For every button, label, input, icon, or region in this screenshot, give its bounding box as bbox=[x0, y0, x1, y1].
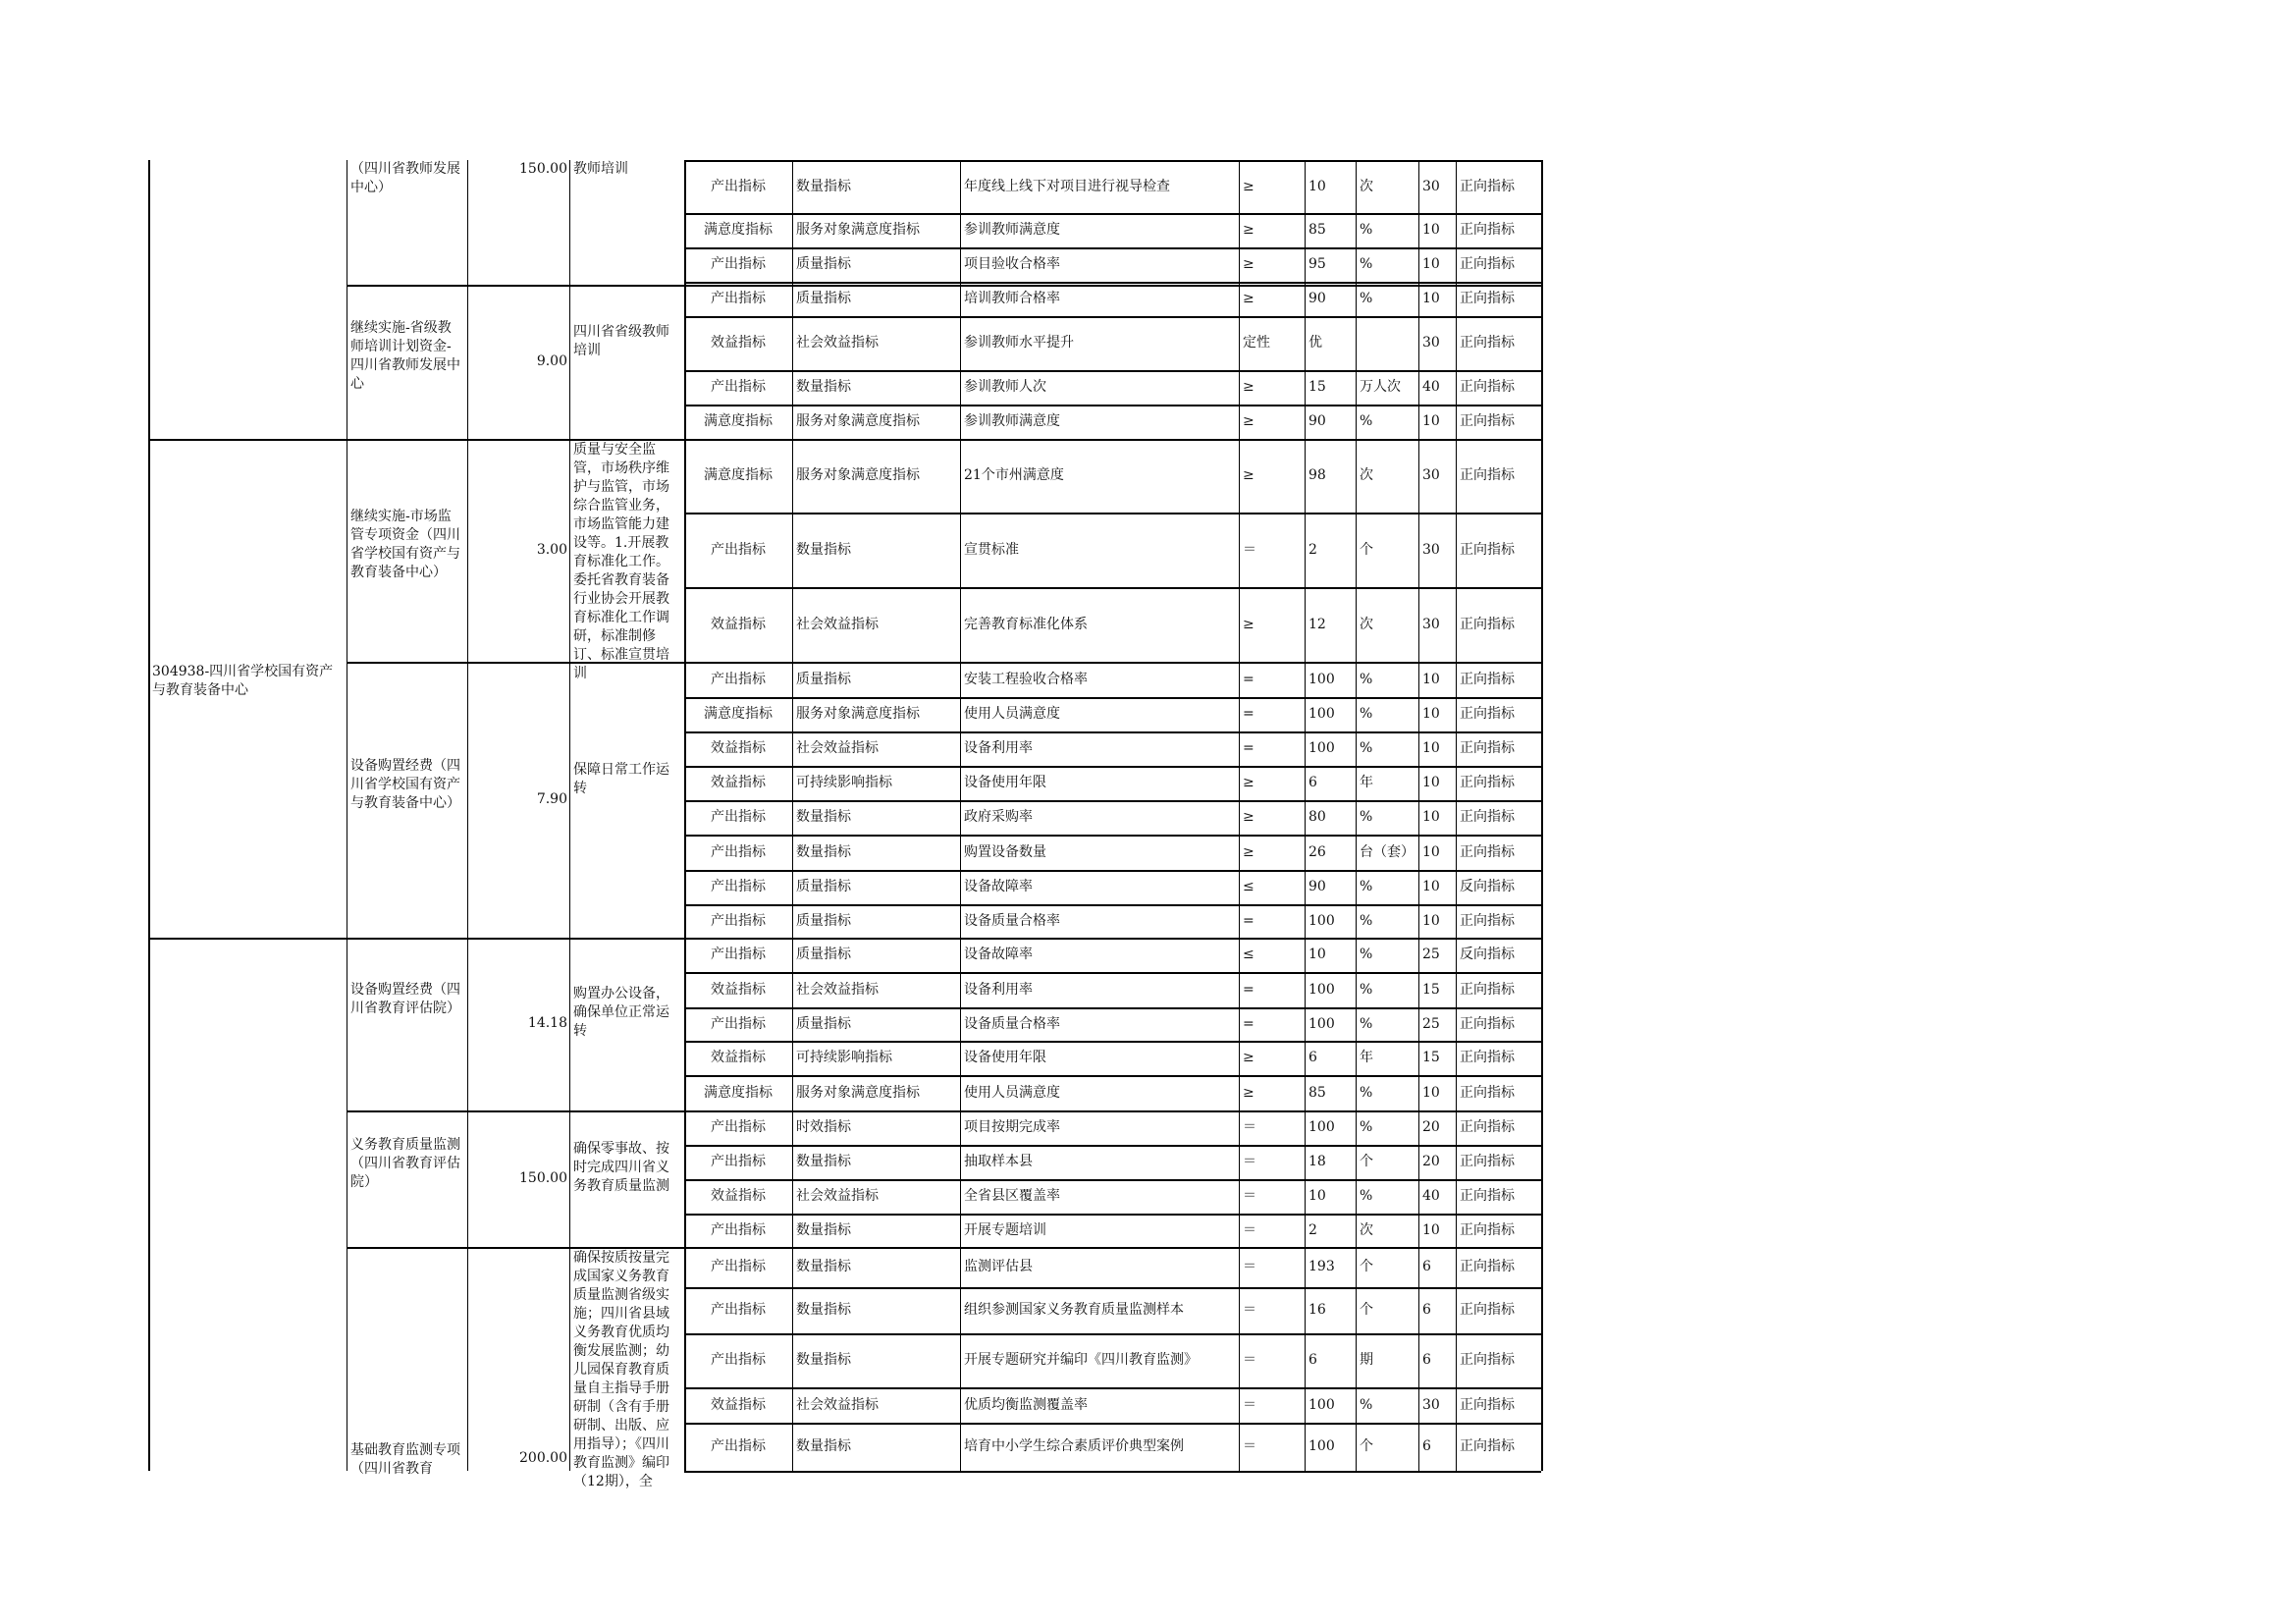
indicator-name: 参训教师人次 bbox=[964, 379, 1046, 395]
unit: % bbox=[1360, 1085, 1373, 1101]
unit: 个 bbox=[1360, 1154, 1373, 1169]
score-weight: 6 bbox=[1422, 1302, 1431, 1318]
indicator-level2: 数量指标 bbox=[796, 1154, 851, 1169]
project-amount: 3.00 bbox=[536, 541, 567, 558]
indicator-level1: 产出指标 bbox=[711, 913, 766, 929]
project-description: 确保按质按量完成国家义务教育质量监测省级实施；四川省县域义务教育优质均衡发展监测；幼儿园保育教育质量自主指导手册研制（含有手册研制、出版、应用指导）；《四川教育监测》编印（12期），全 bbox=[573, 1250, 669, 1489]
unit: % bbox=[1360, 1397, 1373, 1413]
comparison-operator: ≥ bbox=[1243, 844, 1255, 860]
score-weight: 10 bbox=[1422, 775, 1440, 790]
indicator-level1: 产出指标 bbox=[711, 809, 766, 825]
unit: % bbox=[1360, 913, 1373, 929]
score-weight: 30 bbox=[1422, 617, 1440, 632]
target-value: 6 bbox=[1308, 1050, 1317, 1065]
indicator-level2: 服务对象满意度指标 bbox=[796, 222, 920, 238]
comparison-operator: ≥ bbox=[1243, 617, 1255, 632]
indicator-name: 全省县区覆盖率 bbox=[964, 1188, 1060, 1204]
comparison-operator: ≥ bbox=[1243, 775, 1255, 790]
indicator-level1: 产出指标 bbox=[711, 844, 766, 860]
table-rule bbox=[1305, 160, 1306, 1471]
indicator-name: 安装工程验收合格率 bbox=[964, 672, 1088, 687]
indicator-direction: 正向指标 bbox=[1460, 1302, 1515, 1318]
indicator-level1: 产出指标 bbox=[711, 1302, 766, 1318]
indicator-name: 参训教师满意度 bbox=[964, 222, 1060, 238]
table-rule bbox=[569, 160, 570, 1471]
score-weight: 10 bbox=[1422, 413, 1440, 429]
comparison-operator: = bbox=[1243, 982, 1255, 998]
indicator-level2: 社会效益指标 bbox=[796, 1188, 879, 1204]
target-value: 2 bbox=[1308, 1222, 1317, 1238]
target-value: 6 bbox=[1308, 775, 1317, 790]
target-value: 90 bbox=[1308, 879, 1326, 894]
indicator-name: 年度线上线下对项目进行视导检查 bbox=[964, 179, 1170, 194]
indicator-name: 参训教师水平提升 bbox=[964, 335, 1074, 351]
unit: % bbox=[1360, 1188, 1373, 1204]
indicator-level2: 时效指标 bbox=[796, 1119, 851, 1135]
comparison-operator: ＝ bbox=[1243, 1259, 1256, 1274]
indicator-direction: 正向指标 bbox=[1460, 1050, 1515, 1065]
unit: 年 bbox=[1360, 1050, 1373, 1065]
indicator-level2: 数量指标 bbox=[796, 1438, 851, 1454]
indicator-level1: 产出指标 bbox=[711, 672, 766, 687]
indicator-name: 设备使用年限 bbox=[964, 1050, 1046, 1065]
target-value: 优 bbox=[1308, 335, 1322, 351]
indicator-level2: 数量指标 bbox=[796, 179, 851, 194]
unit: % bbox=[1360, 1016, 1373, 1032]
indicator-name: 开展专题研究并编印《四川教育监测》 bbox=[964, 1352, 1198, 1368]
comparison-operator: = bbox=[1243, 672, 1255, 687]
indicator-name: 组织参测国家义务教育质量监测样本 bbox=[964, 1302, 1184, 1318]
project-description: 教师培训 bbox=[573, 161, 628, 177]
target-value: 98 bbox=[1308, 467, 1326, 483]
score-weight: 10 bbox=[1422, 291, 1440, 306]
indicator-level2: 数量指标 bbox=[796, 542, 851, 558]
target-value: 100 bbox=[1308, 1119, 1335, 1135]
table-rule bbox=[960, 160, 961, 1471]
score-weight: 15 bbox=[1422, 1050, 1440, 1065]
unit: % bbox=[1360, 740, 1373, 756]
unit: % bbox=[1360, 982, 1373, 998]
indicator-direction: 正向指标 bbox=[1460, 617, 1515, 632]
indicator-level2: 质量指标 bbox=[796, 879, 851, 894]
unit: 年 bbox=[1360, 775, 1373, 790]
score-weight: 10 bbox=[1422, 1222, 1440, 1238]
target-value: 15 bbox=[1308, 379, 1326, 395]
indicator-name: 培育中小学生综合素质评价典型案例 bbox=[964, 1438, 1184, 1454]
indicator-level1: 产出指标 bbox=[711, 1259, 766, 1274]
unit: 万人次 bbox=[1360, 379, 1401, 395]
indicator-level1: 满意度指标 bbox=[704, 467, 773, 483]
indicator-name: 项目按期完成率 bbox=[964, 1119, 1060, 1135]
unit: 个 bbox=[1360, 1302, 1373, 1318]
indicator-level2: 服务对象满意度指标 bbox=[796, 1085, 920, 1101]
indicator-level2: 社会效益指标 bbox=[796, 335, 879, 351]
indicator-direction: 正向指标 bbox=[1460, 222, 1515, 238]
indicator-level1: 效益指标 bbox=[711, 1188, 766, 1204]
comparison-operator: = bbox=[1243, 913, 1255, 929]
unit: 次 bbox=[1360, 467, 1373, 483]
unit: % bbox=[1360, 256, 1373, 272]
target-value: 2 bbox=[1308, 542, 1317, 558]
indicator-level1: 满意度指标 bbox=[704, 222, 773, 238]
project-name: 义务教育质量监测（四川省教育评估院） bbox=[350, 1136, 460, 1190]
indicator-level1: 效益指标 bbox=[711, 335, 766, 351]
indicator-level2: 数量指标 bbox=[796, 809, 851, 825]
comparison-operator: ＝ bbox=[1243, 1154, 1256, 1169]
target-value: 90 bbox=[1308, 413, 1326, 429]
indicator-name: 项目验收合格率 bbox=[964, 256, 1060, 272]
table-rule bbox=[792, 160, 793, 1471]
indicator-level2: 可持续影响指标 bbox=[796, 1050, 892, 1065]
target-value: 100 bbox=[1308, 982, 1335, 998]
project-amount: 14.18 bbox=[527, 1015, 567, 1031]
indicator-name: 参训教师满意度 bbox=[964, 413, 1060, 429]
indicator-level2: 可持续影响指标 bbox=[796, 775, 892, 790]
indicator-level2: 数量指标 bbox=[796, 1302, 851, 1318]
indicator-name: 设备使用年限 bbox=[964, 775, 1046, 790]
target-value: 6 bbox=[1308, 1352, 1317, 1368]
indicator-level1: 满意度指标 bbox=[704, 413, 773, 429]
target-value: 85 bbox=[1308, 1085, 1326, 1101]
indicator-level2: 服务对象满意度指标 bbox=[796, 706, 920, 722]
target-value: 100 bbox=[1308, 1438, 1335, 1454]
indicator-direction: 正向指标 bbox=[1460, 335, 1515, 351]
table-rule bbox=[148, 160, 150, 1471]
indicator-level1: 效益指标 bbox=[711, 775, 766, 790]
target-value: 90 bbox=[1308, 291, 1326, 306]
indicator-direction: 正向指标 bbox=[1460, 1222, 1515, 1238]
indicator-direction: 正向指标 bbox=[1460, 913, 1515, 929]
indicator-name: 监测评估县 bbox=[964, 1259, 1033, 1274]
indicator-name: 设备利用率 bbox=[964, 740, 1033, 756]
target-value: 10 bbox=[1308, 1188, 1326, 1204]
score-weight: 20 bbox=[1422, 1154, 1440, 1169]
target-value: 85 bbox=[1308, 222, 1326, 238]
indicator-direction: 正向指标 bbox=[1460, 542, 1515, 558]
indicator-level2: 社会效益指标 bbox=[796, 1397, 879, 1413]
comparison-operator: ≥ bbox=[1243, 179, 1255, 194]
target-value: 100 bbox=[1308, 1397, 1335, 1413]
indicator-level1: 产出指标 bbox=[711, 1352, 766, 1368]
indicator-level1: 效益指标 bbox=[711, 617, 766, 632]
unit: 个 bbox=[1360, 1259, 1373, 1274]
comparison-operator: = bbox=[1243, 1016, 1255, 1032]
score-weight: 30 bbox=[1422, 1397, 1440, 1413]
comparison-operator: ≥ bbox=[1243, 809, 1255, 825]
comparison-operator: = bbox=[1243, 740, 1255, 756]
indicator-level2: 社会效益指标 bbox=[796, 617, 879, 632]
indicator-name: 政府采购率 bbox=[964, 809, 1033, 825]
project-description: 购置办公设备，确保单位正常运转 bbox=[573, 986, 669, 1039]
score-weight: 10 bbox=[1422, 879, 1440, 894]
score-weight: 10 bbox=[1422, 1085, 1440, 1101]
indicator-level1: 满意度指标 bbox=[704, 1085, 773, 1101]
indicator-direction: 正向指标 bbox=[1460, 291, 1515, 306]
table-rule bbox=[1541, 160, 1543, 1471]
project-description: 确保零事故、按时完成四川省义务教育质量监测 bbox=[573, 1140, 669, 1194]
comparison-operator: ≥ bbox=[1243, 467, 1255, 483]
score-weight: 10 bbox=[1422, 844, 1440, 860]
project-name: （四川省教师发展中心） bbox=[350, 161, 460, 195]
target-value: 100 bbox=[1308, 913, 1335, 929]
indicator-direction: 正向指标 bbox=[1460, 413, 1515, 429]
unit: 次 bbox=[1360, 617, 1373, 632]
indicator-name: 培训教师合格率 bbox=[964, 291, 1060, 306]
indicator-name: 设备利用率 bbox=[964, 982, 1033, 998]
indicator-level1: 产出指标 bbox=[711, 1016, 766, 1032]
indicator-direction: 正向指标 bbox=[1460, 1119, 1515, 1135]
comparison-operator: ＝ bbox=[1243, 1188, 1256, 1204]
comparison-operator: ≥ bbox=[1243, 291, 1255, 306]
unit: % bbox=[1360, 706, 1373, 722]
comparison-operator: ＝ bbox=[1243, 1119, 1256, 1135]
target-value: 26 bbox=[1308, 844, 1326, 860]
indicator-level1: 产出指标 bbox=[711, 1119, 766, 1135]
project-name: 基础教育监测专项（四川省教育 bbox=[350, 1442, 460, 1477]
indicator-level1: 产出指标 bbox=[711, 256, 766, 272]
indicator-name: 设备质量合格率 bbox=[964, 913, 1060, 929]
score-weight: 6 bbox=[1422, 1438, 1431, 1454]
unit: % bbox=[1360, 222, 1373, 238]
indicator-direction: 正向指标 bbox=[1460, 844, 1515, 860]
indicator-level2: 数量指标 bbox=[796, 1352, 851, 1368]
indicator-name: 购置设备数量 bbox=[964, 844, 1046, 860]
target-value: 95 bbox=[1308, 256, 1326, 272]
indicator-level2: 社会效益指标 bbox=[796, 982, 879, 998]
score-weight: 25 bbox=[1422, 947, 1440, 962]
indicator-level1: 产出指标 bbox=[711, 1438, 766, 1454]
unit: 个 bbox=[1360, 542, 1373, 558]
indicator-direction: 正向指标 bbox=[1460, 1188, 1515, 1204]
score-weight: 6 bbox=[1422, 1352, 1431, 1368]
project-amount: 7.90 bbox=[536, 790, 567, 807]
project-name: 设备购置经费（四川省学校国有资产与教育装备中心） bbox=[350, 757, 460, 811]
indicator-level2: 服务对象满意度指标 bbox=[796, 413, 920, 429]
target-value: 16 bbox=[1308, 1302, 1326, 1318]
comparison-operator: ＝ bbox=[1243, 1397, 1256, 1413]
score-weight: 40 bbox=[1422, 1188, 1440, 1204]
project-name: 设备购置经费（四川省教育评估院） bbox=[350, 982, 460, 1016]
comparison-operator: ≥ bbox=[1243, 379, 1255, 395]
comparison-operator: ＝ bbox=[1243, 1222, 1256, 1238]
indicator-direction: 正向指标 bbox=[1460, 179, 1515, 194]
comparison-operator: ≥ bbox=[1243, 222, 1255, 238]
project-description: 四川省省级教师培训 bbox=[573, 323, 669, 358]
indicator-name: 宣贯标准 bbox=[964, 542, 1019, 558]
project-amount: 150.00 bbox=[519, 1169, 567, 1186]
indicator-level2: 质量指标 bbox=[796, 672, 851, 687]
project-description: 质量与安全监管，市场秩序维护与监管，市场综合监管业务，市场监管能力建设等。1.开展教育标准化工作。委托省教育装备行业协会开展教育标准化工作调研，标准制修订、标准宣贯培训 bbox=[573, 442, 669, 681]
comparison-operator: ＝ bbox=[1243, 1438, 1256, 1454]
indicator-direction: 正向指标 bbox=[1460, 982, 1515, 998]
indicator-name: 使用人员满意度 bbox=[964, 1085, 1060, 1101]
unit-name: 304938-四川省学校国有资产与教育装备中心 bbox=[152, 664, 334, 698]
score-weight: 30 bbox=[1422, 335, 1440, 351]
score-weight: 10 bbox=[1422, 809, 1440, 825]
unit: % bbox=[1360, 947, 1373, 962]
indicator-level2: 质量指标 bbox=[796, 1016, 851, 1032]
score-weight: 10 bbox=[1422, 740, 1440, 756]
score-weight: 10 bbox=[1422, 913, 1440, 929]
comparison-operator: ≥ bbox=[1243, 256, 1255, 272]
indicator-level2: 数量指标 bbox=[796, 379, 851, 395]
unit: 次 bbox=[1360, 179, 1373, 194]
indicator-direction: 反向指标 bbox=[1460, 947, 1515, 962]
score-weight: 10 bbox=[1422, 256, 1440, 272]
indicator-level2: 数量指标 bbox=[796, 1222, 851, 1238]
comparison-operator: = bbox=[1243, 706, 1255, 722]
indicator-level1: 产出指标 bbox=[711, 1222, 766, 1238]
indicator-name: 设备故障率 bbox=[964, 879, 1033, 894]
target-value: 10 bbox=[1308, 947, 1326, 962]
indicator-level1: 产出指标 bbox=[711, 1154, 766, 1169]
indicator-direction: 正向指标 bbox=[1460, 706, 1515, 722]
score-weight: 6 bbox=[1422, 1259, 1431, 1274]
table-rule bbox=[684, 1471, 1541, 1473]
unit: % bbox=[1360, 413, 1373, 429]
indicator-level1: 效益指标 bbox=[711, 1050, 766, 1065]
score-weight: 30 bbox=[1422, 542, 1440, 558]
comparison-operator: 定性 bbox=[1243, 335, 1270, 351]
indicator-name: 完善教育标准化体系 bbox=[964, 617, 1088, 632]
table-rule bbox=[1418, 160, 1419, 1471]
indicator-level1: 产出指标 bbox=[711, 179, 766, 194]
indicator-name: 21个市州满意度 bbox=[964, 467, 1064, 483]
indicator-level2: 服务对象满意度指标 bbox=[796, 467, 920, 483]
table-rule bbox=[1356, 160, 1357, 1471]
indicator-direction: 正向指标 bbox=[1460, 809, 1515, 825]
score-weight: 30 bbox=[1422, 467, 1440, 483]
indicator-level1: 效益指标 bbox=[711, 740, 766, 756]
comparison-operator: ≤ bbox=[1243, 947, 1255, 962]
indicator-level2: 质量指标 bbox=[796, 256, 851, 272]
target-value: 18 bbox=[1308, 1154, 1326, 1169]
indicator-name: 抽取样本县 bbox=[964, 1154, 1033, 1169]
target-value: 12 bbox=[1308, 617, 1326, 632]
project-description: 保障日常工作运转 bbox=[573, 761, 669, 796]
project-name: 继续实施-市场监管专项资金（四川省学校国有资产与教育装备中心） bbox=[350, 508, 460, 580]
indicator-name: 优质均衡监测覆盖率 bbox=[964, 1397, 1088, 1413]
score-weight: 40 bbox=[1422, 379, 1440, 395]
indicator-level1: 产出指标 bbox=[711, 879, 766, 894]
score-weight: 20 bbox=[1422, 1119, 1440, 1135]
indicator-direction: 正向指标 bbox=[1460, 1259, 1515, 1274]
comparison-operator: ≤ bbox=[1243, 879, 1255, 894]
indicator-direction: 正向指标 bbox=[1460, 740, 1515, 756]
score-weight: 30 bbox=[1422, 179, 1440, 194]
unit: % bbox=[1360, 809, 1373, 825]
score-weight: 10 bbox=[1422, 672, 1440, 687]
target-value: 100 bbox=[1308, 1016, 1335, 1032]
unit: % bbox=[1360, 672, 1373, 687]
indicator-direction: 正向指标 bbox=[1460, 1438, 1515, 1454]
comparison-operator: ＝ bbox=[1243, 1352, 1256, 1368]
indicator-level1: 产出指标 bbox=[711, 379, 766, 395]
comparison-operator: ＝ bbox=[1243, 1302, 1256, 1318]
indicator-level1: 效益指标 bbox=[711, 982, 766, 998]
indicator-direction: 正向指标 bbox=[1460, 256, 1515, 272]
project-amount: 200.00 bbox=[519, 1450, 567, 1466]
score-weight: 10 bbox=[1422, 222, 1440, 238]
indicator-direction: 正向指标 bbox=[1460, 1352, 1515, 1368]
comparison-operator: ≥ bbox=[1243, 413, 1255, 429]
project-amount: 9.00 bbox=[536, 352, 567, 369]
indicator-level1: 满意度指标 bbox=[704, 706, 773, 722]
target-value: 100 bbox=[1308, 740, 1335, 756]
indicator-direction: 正向指标 bbox=[1460, 1154, 1515, 1169]
indicator-level1: 效益指标 bbox=[711, 1397, 766, 1413]
target-value: 100 bbox=[1308, 672, 1335, 687]
indicator-direction: 正向指标 bbox=[1460, 1085, 1515, 1101]
unit bbox=[1360, 316, 1416, 370]
indicator-level2: 质量指标 bbox=[796, 947, 851, 962]
score-weight: 10 bbox=[1422, 706, 1440, 722]
score-weight: 25 bbox=[1422, 1016, 1440, 1032]
indicator-name: 使用人员满意度 bbox=[964, 706, 1060, 722]
indicator-name: 设备质量合格率 bbox=[964, 1016, 1060, 1032]
unit: % bbox=[1360, 1119, 1373, 1135]
indicator-level2: 社会效益指标 bbox=[796, 740, 879, 756]
score-weight: 15 bbox=[1422, 982, 1440, 998]
target-value: 10 bbox=[1308, 179, 1326, 194]
indicator-direction: 正向指标 bbox=[1460, 1016, 1515, 1032]
indicator-direction: 反向指标 bbox=[1460, 879, 1515, 894]
indicator-level2: 数量指标 bbox=[796, 1259, 851, 1274]
unit: 个 bbox=[1360, 1438, 1373, 1454]
indicator-level1: 产出指标 bbox=[711, 542, 766, 558]
unit: 台（套） bbox=[1360, 844, 1415, 860]
table-rule bbox=[1456, 160, 1457, 1471]
indicator-level2: 质量指标 bbox=[796, 913, 851, 929]
indicator-direction: 正向指标 bbox=[1460, 379, 1515, 395]
indicator-name: 开展专题培训 bbox=[964, 1222, 1046, 1238]
indicator-level2: 数量指标 bbox=[796, 844, 851, 860]
unit: % bbox=[1360, 291, 1373, 306]
unit: % bbox=[1360, 879, 1373, 894]
indicator-direction: 正向指标 bbox=[1460, 467, 1515, 483]
table-rule bbox=[1239, 160, 1240, 1471]
comparison-operator: ＝ bbox=[1243, 542, 1256, 558]
unit: 期 bbox=[1360, 1352, 1373, 1368]
target-value: 80 bbox=[1308, 809, 1326, 825]
target-value: 193 bbox=[1308, 1259, 1335, 1274]
indicator-direction: 正向指标 bbox=[1460, 775, 1515, 790]
project-amount: 150.00 bbox=[519, 161, 567, 177]
indicator-name: 设备故障率 bbox=[964, 947, 1033, 962]
indicator-direction: 正向指标 bbox=[1460, 1397, 1515, 1413]
indicator-direction: 正向指标 bbox=[1460, 672, 1515, 687]
table-rule bbox=[467, 160, 468, 1471]
unit: 次 bbox=[1360, 1222, 1373, 1238]
comparison-operator: ≥ bbox=[1243, 1050, 1255, 1065]
indicator-level1: 产出指标 bbox=[711, 947, 766, 962]
comparison-operator: ≥ bbox=[1243, 1085, 1255, 1101]
target-value: 100 bbox=[1308, 706, 1335, 722]
indicator-level2: 质量指标 bbox=[796, 291, 851, 306]
project-name: 继续实施-省级教师培训计划资金-四川省教师发展中心 bbox=[350, 319, 460, 392]
indicator-level1: 产出指标 bbox=[711, 291, 766, 306]
